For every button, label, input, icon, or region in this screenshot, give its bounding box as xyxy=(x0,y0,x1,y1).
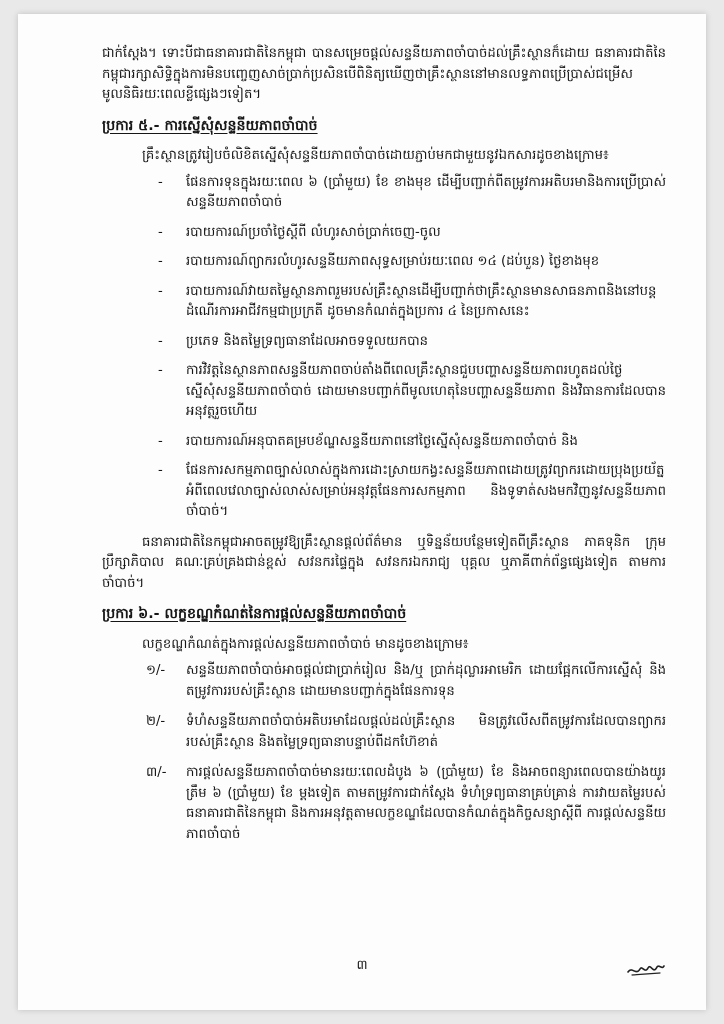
intro-paragraph: ជាក់ស្តែង។ ទោះបីជាធនាគារជាតិនៃកម្ពុជា បានសម្រេចផ្តល់សន្ទនីយភាពចាំបាច់ដល់គ្រឹះស្ថានក៏ដោយ ធនាគារជាតិនៃកម្ពុជារក្សាសិទ្ធិក្នុងការមិនបញ្ចេញសាច់ប្រាក់ប្រសិនបើពិនិត្យឃើញថាគ្រឹះស្ថាននៅមានលទ្ធភាពប្រើប្រាស់ជម្រើសមូលនិធិរយៈពេលខ្លីផ្សេងៗទៀត។ xyxy=(102,46,666,102)
list-item xyxy=(102,332,666,353)
list-item-text: ទំហំសន្ទនីយភាពចាំបាច់អតិបរមាដែលផ្តល់ដល់គ្រឹះស្ថាន មិនត្រូវលើសពីតម្រូវការដែលបានព្យាកររបស់គ្រឹះស្ថាន និងតម្លៃទ្រព្យធានាបន្ទាប់ពីដកហ៊ែខាត់ xyxy=(186,714,666,750)
article-5-list xyxy=(102,173,666,523)
item-number: ១/- xyxy=(146,663,166,678)
list-item xyxy=(102,361,666,423)
article-6-heading: ប្រការ ៦.- លក្ខខណ្ឌកំណត់នៃការផ្តល់សន្ទនីយភាពចាំបាច់ xyxy=(102,606,407,622)
initials-signature-icon xyxy=(626,958,666,980)
list-item xyxy=(102,173,666,214)
list-item-text: សន្ទនីយភាពចាំបាច់អាចផ្តល់ជាប្រាក់រៀល និង/ឬ ប្រាក់ដុល្លារអាមេរិក ដោយផ្អែកលើការស្នើសុំ និងតម្រូវការរបស់គ្រឹះស្ថាន ដោយមានបញ្ជាក់ក្នុងផែនការទុន xyxy=(186,663,666,699)
document-page xyxy=(18,14,706,1010)
list-item-text: របាយការណ៍ព្យាករលំហូរសន្ទនីយភាពសុទ្ធសម្រាប់រយៈពេល ១៤ (ដប់បួន) ថ្ងៃខាងមុខ xyxy=(186,254,600,269)
list-item-text: ផែនការសកម្មភាពច្បាស់លាស់ក្នុងការដោះស្រាយកង្វះសន្ទនីយភាពដោយត្រូវព្យាករដោយប្រុងប្រយ័ត្នអំពីពេលវេលាច្បាស់លាស់សម្រាប់អនុវត្តផែនការសកម្មភាព និងទូទាត់សងមកវិញនូវសន្ទនីយភាពចាំបាច់។ xyxy=(186,463,666,519)
article-6-intro: លក្ខខណ្ឌកំណត់ក្នុងការផ្តល់សន្ទនីយភាពចាំបាច់ មានដូចខាងក្រោម៖ xyxy=(142,636,469,652)
item-number: ៣/- xyxy=(146,765,167,780)
list-item xyxy=(102,223,666,244)
list-item xyxy=(102,712,666,753)
list-item-text: ផែនការទុនក្នុងរយៈពេល ៦ (ប្រាំមួយ) ខែ ខាងមុខ ដើម្បីបញ្ជាក់ពីតម្រូវការអតិបរមានិងការប្រើប្រាស់សន្ទនីយភាពចាំបាច់ xyxy=(186,174,666,210)
article-5-closing: ធនាគារជាតិនៃកម្ពុជាអាចតម្រូវឱ្យគ្រឹះស្ថានផ្តល់ព័ត៌មាន ឬទិន្នន័យបន្ថែមទៀតពីគ្រឹះស្ថាន ភាគទុនិក ក្រុមប្រឹក្សាភិបាល គណៈគ្រប់គ្រងជាន់ខ្ពស់ សវនករផ្ទៃក្នុង សវនករឯករាជ្យ បុគ្គល ឬភាគីពាក់ព័ន្ធផ្សេងទៀត តាមការចាំបាច់។ xyxy=(102,534,666,591)
dash-marker: - xyxy=(158,254,163,269)
dash-marker: - xyxy=(158,363,163,378)
list-item-text: របាយការណ៍ប្រចាំថ្ងៃស្តីពី លំហូរសាច់ប្រាក់ចេញ-ចូល xyxy=(186,224,441,240)
list-item-text: ប្រភេទ និងតម្លៃទ្រព្យធានាដែលអាចទទួលយកបាន xyxy=(186,333,428,349)
article-5-heading: ប្រការ ៥.- ការស្នើសុំសន្ទនីយភាពចាំបាច់ xyxy=(102,117,318,134)
list-item xyxy=(102,432,666,453)
list-item-text: ការវិវត្តនៃស្ថានភាពសន្ទនីយភាពចាប់តាំងពីពេលគ្រឹះស្ថានជួបបញ្ហាសន្ទនីយភាពរហូតដល់ថ្ងៃស្នើសុំសន្ទនីយភាពចាំបាច់ ដោយមានបញ្ជាក់ពីមូលហេតុនៃបញ្ហាសន្ទនីយភាព និងវិធានការដែលបានអនុវត្តរួចហើយ xyxy=(186,363,666,419)
list-item xyxy=(102,282,666,323)
list-item xyxy=(102,763,666,845)
list-item xyxy=(102,252,666,273)
dash-marker: - xyxy=(158,333,163,349)
item-number: ២/- xyxy=(146,714,166,729)
dash-marker: - xyxy=(158,433,163,449)
list-item xyxy=(102,661,666,702)
page-number: ៣ xyxy=(356,957,368,973)
article-5-intro: គ្រឹះស្ថានត្រូវរៀបចំលិខិតស្នើសុំសន្ទនីយភាពចាំបាច់ដោយភ្ជាប់មកជាមួយនូវឯកសារដូចខាងក្រោម៖ xyxy=(142,148,609,163)
list-item xyxy=(102,461,666,523)
article-6-list xyxy=(102,661,666,845)
list-item-text: ការផ្តល់សន្ទនីយភាពចាំបាច់មានរយៈពេលដំបូង ៦ (ប្រាំមួយ) ខែ និងអាចពន្យារពេលបានយ៉ាងយូរត្រឹម ៦ (ប្រាំមួយ) ខែ ម្តងទៀត តាមតម្រូវការជាក់ស្តែង ទំហំទ្រព្យធានាគ្រប់គ្រាន់ ការវាយតម្លៃរបស់ធនាគារជាតិនៃកម្ពុជា និងការអនុវត្តតាមលក្ខខណ្ឌដែលបានកំណត់ក្នុងកិច្ចសន្យាស្តីពី ការផ្តល់សន្ទនីយភាពចាំបាច់ xyxy=(186,765,666,842)
dash-marker: - xyxy=(158,463,163,478)
dash-marker: - xyxy=(158,224,163,240)
list-item-text: របាយការណ៍វាយតម្លៃស្ថានភាពរួមរបស់គ្រឹះស្ថានដើម្បីបញ្ជាក់ថាគ្រឹះស្ថានមានសាធនភាពនិងនៅបន្តដំណើរការអាជីវកម្មជាប្រក្រតី ដូចមានកំណត់ក្នុងប្រការ ៤ នៃប្រកាសនេះ xyxy=(186,283,657,319)
dash-marker: - xyxy=(158,283,163,299)
dash-marker: - xyxy=(158,174,163,190)
list-item-text: របាយការណ៍អនុបាតគម្របខ័ណ្ឌសន្ទនីយភាពនៅថ្ងៃស្នើសុំសន្ទនីយភាពចាំបាច់ និង xyxy=(186,433,578,449)
